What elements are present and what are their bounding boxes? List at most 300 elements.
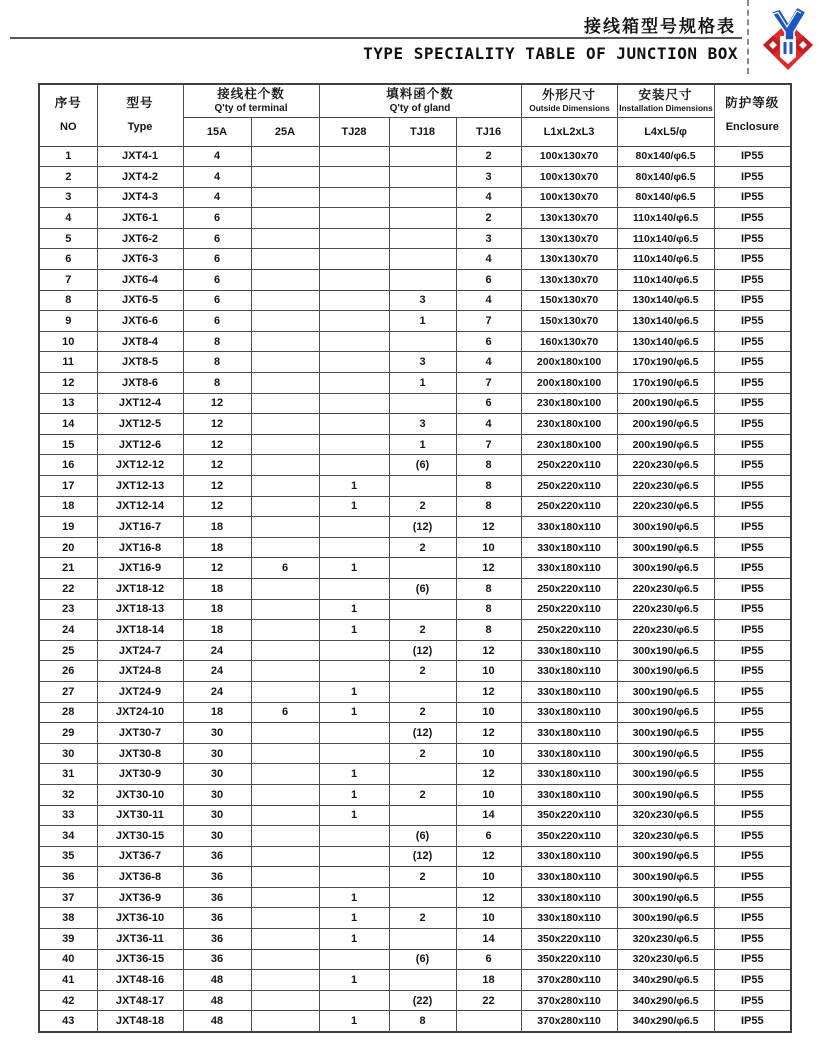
cell-outside-dimensions: 350x220x110 bbox=[521, 826, 617, 847]
col-header-install-en: Installation Dimensions bbox=[618, 103, 713, 114]
cell-installation-dimensions: 300x190/φ6.5 bbox=[617, 764, 714, 785]
cell-outside-dimensions: 350x220x110 bbox=[521, 929, 617, 950]
cell-tj16: 4 bbox=[456, 249, 521, 270]
cell-installation-dimensions: 300x190/φ6.5 bbox=[617, 908, 714, 929]
cell-tj18 bbox=[389, 970, 456, 991]
cell-outside-dimensions: 250x220x110 bbox=[521, 599, 617, 620]
cell-installation-dimensions: 300x190/φ6.5 bbox=[617, 743, 714, 764]
cell-tj16: 4 bbox=[456, 187, 521, 208]
cell-terminal-15a: 12 bbox=[183, 455, 251, 476]
table-row bbox=[39, 352, 791, 373]
cell-terminal-15a: 18 bbox=[183, 620, 251, 641]
col-group-gland-cn: 填料函个数 bbox=[386, 86, 454, 101]
cell-no: 16 bbox=[39, 455, 97, 476]
page-header bbox=[0, 0, 830, 80]
cell-terminal-15a: 12 bbox=[183, 434, 251, 455]
cell-no: 8 bbox=[39, 290, 97, 311]
brand-logo-icon bbox=[757, 6, 819, 74]
cell-tj28: 1 bbox=[319, 784, 389, 805]
cell-type: JXT8-6 bbox=[97, 373, 183, 394]
cell-terminal-15a: 12 bbox=[183, 414, 251, 435]
table-row bbox=[39, 970, 791, 991]
cell-no: 2 bbox=[39, 167, 97, 188]
cell-no: 38 bbox=[39, 908, 97, 929]
cell-tj28 bbox=[319, 517, 389, 538]
cell-terminal-15a: 48 bbox=[183, 970, 251, 991]
cell-no: 25 bbox=[39, 640, 97, 661]
cell-no: 37 bbox=[39, 887, 97, 908]
cell-enclosure: IP55 bbox=[714, 929, 791, 950]
cell-no: 34 bbox=[39, 826, 97, 847]
col-group-terminal bbox=[183, 84, 319, 117]
col-header-outside-en: Outside Dimensions bbox=[528, 103, 610, 114]
cell-tj16: 3 bbox=[456, 228, 521, 249]
cell-terminal-25a bbox=[251, 990, 319, 1011]
cell-installation-dimensions: 300x190/φ6.5 bbox=[617, 517, 714, 538]
cell-terminal-15a: 6 bbox=[183, 228, 251, 249]
cell-outside-dimensions: 250x220x110 bbox=[521, 496, 617, 517]
table-row bbox=[39, 867, 791, 888]
cell-terminal-25a bbox=[251, 970, 319, 991]
cell-installation-dimensions: 110x140/φ6.5 bbox=[617, 249, 714, 270]
table-header bbox=[39, 84, 791, 146]
cell-terminal-25a bbox=[251, 908, 319, 929]
cell-enclosure: IP55 bbox=[714, 187, 791, 208]
col-header-enclosure bbox=[714, 84, 791, 146]
cell-type: JXT18-14 bbox=[97, 620, 183, 641]
cell-terminal-15a: 48 bbox=[183, 1011, 251, 1032]
cell-tj28 bbox=[319, 640, 389, 661]
cell-installation-dimensions: 300x190/φ6.5 bbox=[617, 558, 714, 579]
cell-terminal-25a bbox=[251, 393, 319, 414]
cell-terminal-25a bbox=[251, 578, 319, 599]
cell-tj16: 8 bbox=[456, 455, 521, 476]
cell-terminal-25a bbox=[251, 517, 319, 538]
cell-installation-dimensions: 300x190/φ6.5 bbox=[617, 640, 714, 661]
table-row bbox=[39, 537, 791, 558]
cell-tj16: 18 bbox=[456, 970, 521, 991]
cell-no: 1 bbox=[39, 146, 97, 167]
sub-header-15a: 15A bbox=[183, 117, 251, 146]
cell-outside-dimensions: 350x220x110 bbox=[521, 805, 617, 826]
cell-type: JXT6-3 bbox=[97, 249, 183, 270]
cell-outside-dimensions: 250x220x110 bbox=[521, 620, 617, 641]
cell-terminal-25a bbox=[251, 599, 319, 620]
cell-installation-dimensions: 170x190/φ6.5 bbox=[617, 352, 714, 373]
cell-type: JXT16-8 bbox=[97, 537, 183, 558]
cell-enclosure: IP55 bbox=[714, 681, 791, 702]
cell-type: JXT6-1 bbox=[97, 208, 183, 229]
cell-outside-dimensions: 330x180x110 bbox=[521, 537, 617, 558]
cell-enclosure: IP55 bbox=[714, 805, 791, 826]
table-row bbox=[39, 990, 791, 1011]
cell-tj28 bbox=[319, 228, 389, 249]
table-row bbox=[39, 434, 791, 455]
cell-terminal-25a bbox=[251, 723, 319, 744]
cell-outside-dimensions: 330x180x110 bbox=[521, 640, 617, 661]
cell-no: 35 bbox=[39, 846, 97, 867]
cell-terminal-15a: 18 bbox=[183, 702, 251, 723]
cell-tj16: 14 bbox=[456, 929, 521, 950]
table-row bbox=[39, 661, 791, 682]
page-title-chinese: 接线箱型号规格表 bbox=[584, 17, 736, 36]
cell-installation-dimensions: 300x190/φ6.5 bbox=[617, 846, 714, 867]
cell-tj16: 8 bbox=[456, 476, 521, 497]
cell-no: 11 bbox=[39, 352, 97, 373]
cell-tj18: (12) bbox=[389, 846, 456, 867]
cell-tj28 bbox=[319, 167, 389, 188]
dashed-separator-line bbox=[747, 0, 749, 74]
cell-outside-dimensions: 330x180x110 bbox=[521, 743, 617, 764]
cell-no: 26 bbox=[39, 661, 97, 682]
cell-terminal-25a bbox=[251, 764, 319, 785]
cell-installation-dimensions: 200x190/φ6.5 bbox=[617, 434, 714, 455]
cell-terminal-15a: 36 bbox=[183, 929, 251, 950]
cell-enclosure: IP55 bbox=[714, 517, 791, 538]
cell-outside-dimensions: 100x130x70 bbox=[521, 187, 617, 208]
cell-enclosure: IP55 bbox=[714, 373, 791, 394]
cell-tj28: 1 bbox=[319, 805, 389, 826]
cell-outside-dimensions: 230x180x100 bbox=[521, 434, 617, 455]
table-row bbox=[39, 929, 791, 950]
cell-terminal-25a bbox=[251, 434, 319, 455]
cell-enclosure: IP55 bbox=[714, 867, 791, 888]
table-row bbox=[39, 908, 791, 929]
cell-tj18: (6) bbox=[389, 826, 456, 847]
cell-terminal-25a bbox=[251, 620, 319, 641]
cell-outside-dimensions: 370x280x110 bbox=[521, 970, 617, 991]
cell-tj18: 2 bbox=[389, 620, 456, 641]
cell-tj16: 7 bbox=[456, 373, 521, 394]
cell-tj28 bbox=[319, 414, 389, 435]
cell-terminal-15a: 18 bbox=[183, 599, 251, 620]
cell-terminal-25a bbox=[251, 661, 319, 682]
cell-tj16: 12 bbox=[456, 558, 521, 579]
cell-terminal-25a bbox=[251, 228, 319, 249]
cell-type: JXT30-15 bbox=[97, 826, 183, 847]
cell-tj28 bbox=[319, 661, 389, 682]
cell-no: 12 bbox=[39, 373, 97, 394]
cell-installation-dimensions: 320x230/φ6.5 bbox=[617, 929, 714, 950]
table-row bbox=[39, 146, 791, 167]
cell-terminal-15a: 18 bbox=[183, 578, 251, 599]
cell-tj18: 2 bbox=[389, 702, 456, 723]
cell-terminal-15a: 24 bbox=[183, 661, 251, 682]
cell-terminal-15a: 8 bbox=[183, 331, 251, 352]
cell-tj16: 8 bbox=[456, 599, 521, 620]
cell-enclosure: IP55 bbox=[714, 249, 791, 270]
cell-tj16: 4 bbox=[456, 414, 521, 435]
cell-type: JXT24-8 bbox=[97, 661, 183, 682]
table-row bbox=[39, 208, 791, 229]
cell-no: 17 bbox=[39, 476, 97, 497]
col-header-install-cn: 安装尺寸 bbox=[638, 87, 693, 102]
cell-tj18 bbox=[389, 228, 456, 249]
cell-terminal-25a bbox=[251, 949, 319, 970]
cell-tj18: (12) bbox=[389, 517, 456, 538]
cell-type: JXT24-10 bbox=[97, 702, 183, 723]
cell-enclosure: IP55 bbox=[714, 331, 791, 352]
cell-installation-dimensions: 300x190/φ6.5 bbox=[617, 887, 714, 908]
cell-tj18 bbox=[389, 167, 456, 188]
cell-outside-dimensions: 330x180x110 bbox=[521, 558, 617, 579]
cell-installation-dimensions: 340x290/φ6.5 bbox=[617, 1011, 714, 1032]
cell-type: JXT36-7 bbox=[97, 846, 183, 867]
cell-no: 41 bbox=[39, 970, 97, 991]
cell-tj28 bbox=[319, 949, 389, 970]
cell-terminal-15a: 30 bbox=[183, 826, 251, 847]
cell-tj16: 2 bbox=[456, 208, 521, 229]
col-header-type-cn: 型号 bbox=[126, 96, 154, 111]
cell-terminal-15a: 6 bbox=[183, 249, 251, 270]
cell-tj16: 10 bbox=[456, 908, 521, 929]
cell-enclosure: IP55 bbox=[714, 764, 791, 785]
cell-terminal-15a: 30 bbox=[183, 784, 251, 805]
cell-tj28 bbox=[319, 146, 389, 167]
cell-installation-dimensions: 80x140/φ6.5 bbox=[617, 167, 714, 188]
cell-installation-dimensions: 340x290/φ6.5 bbox=[617, 970, 714, 991]
cell-tj28: 1 bbox=[319, 702, 389, 723]
cell-enclosure: IP55 bbox=[714, 1011, 791, 1032]
cell-tj28 bbox=[319, 249, 389, 270]
cell-type: JXT6-6 bbox=[97, 311, 183, 332]
cell-enclosure: IP55 bbox=[714, 702, 791, 723]
cell-tj28: 1 bbox=[319, 1011, 389, 1032]
col-header-no bbox=[39, 84, 97, 146]
cell-type: JXT4-1 bbox=[97, 146, 183, 167]
cell-outside-dimensions: 230x180x100 bbox=[521, 414, 617, 435]
table-row bbox=[39, 784, 791, 805]
cell-tj16: 12 bbox=[456, 723, 521, 744]
cell-no: 4 bbox=[39, 208, 97, 229]
cell-tj18: 3 bbox=[389, 290, 456, 311]
cell-terminal-25a bbox=[251, 352, 319, 373]
cell-terminal-15a: 36 bbox=[183, 887, 251, 908]
cell-tj18: (12) bbox=[389, 640, 456, 661]
table-row bbox=[39, 702, 791, 723]
cell-tj28 bbox=[319, 434, 389, 455]
cell-installation-dimensions: 130x140/φ6.5 bbox=[617, 290, 714, 311]
cell-no: 36 bbox=[39, 867, 97, 888]
cell-terminal-25a bbox=[251, 208, 319, 229]
cell-tj16: 6 bbox=[456, 949, 521, 970]
table-row bbox=[39, 805, 791, 826]
cell-tj16: 4 bbox=[456, 290, 521, 311]
cell-outside-dimensions: 370x280x110 bbox=[521, 990, 617, 1011]
table-row bbox=[39, 743, 791, 764]
cell-enclosure: IP55 bbox=[714, 290, 791, 311]
cell-type: JXT24-9 bbox=[97, 681, 183, 702]
cell-outside-dimensions: 230x180x100 bbox=[521, 393, 617, 414]
cell-outside-dimensions: 370x280x110 bbox=[521, 1011, 617, 1032]
cell-outside-dimensions: 200x180x100 bbox=[521, 352, 617, 373]
cell-terminal-25a bbox=[251, 929, 319, 950]
cell-type: JXT6-5 bbox=[97, 290, 183, 311]
cell-enclosure: IP55 bbox=[714, 434, 791, 455]
cell-terminal-15a: 18 bbox=[183, 537, 251, 558]
cell-type: JXT36-11 bbox=[97, 929, 183, 950]
cell-tj18 bbox=[389, 681, 456, 702]
cell-installation-dimensions: 170x190/φ6.5 bbox=[617, 373, 714, 394]
cell-installation-dimensions: 80x140/φ6.5 bbox=[617, 187, 714, 208]
cell-type: JXT48-18 bbox=[97, 1011, 183, 1032]
cell-terminal-15a: 6 bbox=[183, 208, 251, 229]
cell-terminal-25a bbox=[251, 826, 319, 847]
table-row bbox=[39, 331, 791, 352]
cell-terminal-25a bbox=[251, 249, 319, 270]
cell-type: JXT4-3 bbox=[97, 187, 183, 208]
cell-tj28 bbox=[319, 867, 389, 888]
cell-enclosure: IP55 bbox=[714, 352, 791, 373]
cell-outside-dimensions: 130x130x70 bbox=[521, 249, 617, 270]
cell-no: 10 bbox=[39, 331, 97, 352]
cell-tj16: 10 bbox=[456, 702, 521, 723]
cell-terminal-15a: 12 bbox=[183, 476, 251, 497]
cell-terminal-25a bbox=[251, 784, 319, 805]
cell-tj16: 12 bbox=[456, 764, 521, 785]
cell-tj18: 2 bbox=[389, 661, 456, 682]
cell-tj28: 1 bbox=[319, 496, 389, 517]
cell-terminal-15a: 12 bbox=[183, 496, 251, 517]
cell-type: JXT12-12 bbox=[97, 455, 183, 476]
cell-enclosure: IP55 bbox=[714, 414, 791, 435]
table-row bbox=[39, 455, 791, 476]
cell-tj18 bbox=[389, 187, 456, 208]
cell-outside-dimensions: 160x130x70 bbox=[521, 331, 617, 352]
cell-type: JXT12-4 bbox=[97, 393, 183, 414]
cell-tj18: (6) bbox=[389, 578, 456, 599]
cell-outside-dimensions: 250x220x110 bbox=[521, 476, 617, 497]
cell-terminal-15a: 36 bbox=[183, 867, 251, 888]
cell-installation-dimensions: 300x190/φ6.5 bbox=[617, 537, 714, 558]
table-row bbox=[39, 496, 791, 517]
sub-header-tj18: TJ18 bbox=[389, 117, 456, 146]
cell-outside-dimensions: 330x180x110 bbox=[521, 867, 617, 888]
cell-terminal-15a: 12 bbox=[183, 393, 251, 414]
cell-tj18 bbox=[389, 270, 456, 291]
table-row bbox=[39, 249, 791, 270]
cell-tj16: 12 bbox=[456, 681, 521, 702]
cell-terminal-25a bbox=[251, 146, 319, 167]
cell-terminal-15a: 6 bbox=[183, 290, 251, 311]
cell-terminal-15a: 30 bbox=[183, 805, 251, 826]
cell-no: 7 bbox=[39, 270, 97, 291]
cell-enclosure: IP55 bbox=[714, 826, 791, 847]
cell-tj18: 2 bbox=[389, 496, 456, 517]
cell-installation-dimensions: 320x230/φ6.5 bbox=[617, 805, 714, 826]
cell-tj16: 8 bbox=[456, 496, 521, 517]
cell-tj16: 7 bbox=[456, 311, 521, 332]
cell-terminal-15a: 4 bbox=[183, 187, 251, 208]
col-header-type-en: Type bbox=[127, 120, 153, 133]
cell-installation-dimensions: 300x190/φ6.5 bbox=[617, 661, 714, 682]
cell-no: 31 bbox=[39, 764, 97, 785]
col-group-terminal-en: Q'ty of terminal bbox=[214, 102, 288, 114]
cell-type: JXT16-9 bbox=[97, 558, 183, 579]
cell-no: 19 bbox=[39, 517, 97, 538]
cell-outside-dimensions: 150x130x70 bbox=[521, 311, 617, 332]
cell-outside-dimensions: 200x180x100 bbox=[521, 373, 617, 394]
cell-outside-dimensions: 150x130x70 bbox=[521, 290, 617, 311]
col-header-type bbox=[97, 84, 183, 146]
cell-tj18: 1 bbox=[389, 373, 456, 394]
table-row bbox=[39, 723, 791, 744]
cell-terminal-25a bbox=[251, 414, 319, 435]
cell-tj18: 3 bbox=[389, 414, 456, 435]
cell-tj18 bbox=[389, 146, 456, 167]
cell-terminal-25a bbox=[251, 311, 319, 332]
cell-enclosure: IP55 bbox=[714, 990, 791, 1011]
cell-tj16 bbox=[456, 1011, 521, 1032]
cell-type: JXT30-9 bbox=[97, 764, 183, 785]
cell-no: 13 bbox=[39, 393, 97, 414]
cell-no: 9 bbox=[39, 311, 97, 332]
col-header-outside-cn: 外形尺寸 bbox=[542, 87, 597, 102]
cell-enclosure: IP55 bbox=[714, 578, 791, 599]
cell-tj16: 7 bbox=[456, 434, 521, 455]
col-header-enclosure-cn: 防护等级 bbox=[725, 96, 780, 111]
page-title-english: TYPE SPECIALITY TABLE OF JUNCTION BOX bbox=[363, 44, 738, 63]
cell-enclosure: IP55 bbox=[714, 270, 791, 291]
cell-enclosure: IP55 bbox=[714, 496, 791, 517]
cell-outside-dimensions: 130x130x70 bbox=[521, 228, 617, 249]
col-header-outside bbox=[521, 84, 617, 117]
col-group-terminal-cn: 接线柱个数 bbox=[217, 86, 285, 101]
sub-header-l4l5: L4xL5/φ bbox=[617, 117, 714, 146]
table-row bbox=[39, 476, 791, 497]
cell-installation-dimensions: 320x230/φ6.5 bbox=[617, 949, 714, 970]
col-header-install bbox=[617, 84, 714, 117]
cell-no: 15 bbox=[39, 434, 97, 455]
cell-no: 39 bbox=[39, 929, 97, 950]
cell-installation-dimensions: 300x190/φ6.5 bbox=[617, 723, 714, 744]
sub-header-25a: 25A bbox=[251, 117, 319, 146]
cell-outside-dimensions: 250x220x110 bbox=[521, 578, 617, 599]
cell-tj16: 8 bbox=[456, 578, 521, 599]
cell-no: 5 bbox=[39, 228, 97, 249]
cell-tj18 bbox=[389, 208, 456, 229]
cell-enclosure: IP55 bbox=[714, 970, 791, 991]
cell-tj18 bbox=[389, 764, 456, 785]
cell-tj28 bbox=[319, 187, 389, 208]
cell-type: JXT30-8 bbox=[97, 743, 183, 764]
cell-terminal-15a: 36 bbox=[183, 908, 251, 929]
cell-outside-dimensions: 330x180x110 bbox=[521, 908, 617, 929]
cell-tj28: 1 bbox=[319, 908, 389, 929]
cell-installation-dimensions: 80x140/φ6.5 bbox=[617, 146, 714, 167]
cell-outside-dimensions: 330x180x110 bbox=[521, 887, 617, 908]
cell-enclosure: IP55 bbox=[714, 846, 791, 867]
cell-enclosure: IP55 bbox=[714, 228, 791, 249]
cell-installation-dimensions: 300x190/φ6.5 bbox=[617, 867, 714, 888]
cell-tj28 bbox=[319, 578, 389, 599]
cell-terminal-15a: 8 bbox=[183, 352, 251, 373]
cell-tj18 bbox=[389, 887, 456, 908]
cell-tj18 bbox=[389, 558, 456, 579]
table-row bbox=[39, 558, 791, 579]
cell-no: 24 bbox=[39, 620, 97, 641]
cell-type: JXT36-10 bbox=[97, 908, 183, 929]
cell-terminal-25a bbox=[251, 887, 319, 908]
cell-tj28: 1 bbox=[319, 887, 389, 908]
cell-enclosure: IP55 bbox=[714, 599, 791, 620]
cell-installation-dimensions: 300x190/φ6.5 bbox=[617, 784, 714, 805]
cell-tj28 bbox=[319, 723, 389, 744]
cell-terminal-15a: 8 bbox=[183, 373, 251, 394]
cell-terminal-25a: 6 bbox=[251, 702, 319, 723]
cell-tj18: (6) bbox=[389, 455, 456, 476]
cell-type: JXT18-13 bbox=[97, 599, 183, 620]
